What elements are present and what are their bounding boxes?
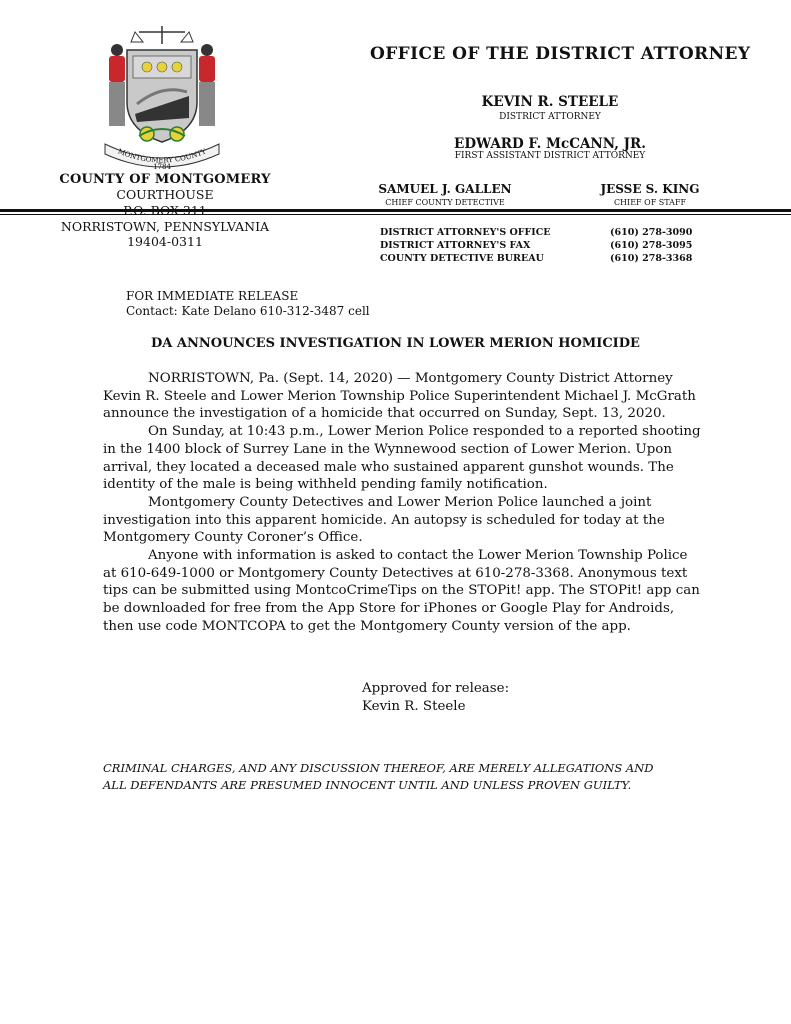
release-info [126, 289, 370, 319]
county-address-line: 19404-0311 [127, 234, 203, 249]
header-rule-thick [0, 209, 791, 212]
chief-of-staff-name: JESSE S. KING [600, 182, 700, 196]
headline: DA ANNOUNCES INVESTIGATION IN LOWER MERION HOMICIDE [151, 336, 640, 351]
contact-label: DISTRICT ATTORNEY'S OFFICE [380, 227, 551, 238]
body-paragraph: NORRISTOWN, Pa. (Sept. 14, 2020) — Montgomery County District Attorney Kevin R. Steele and Lower Merion Township Police Superintendent Michael J. McGrath announce the investigation of a homicide that occurred on Sunday, Sept. 13, 2020. [103, 371, 696, 422]
release-line: FOR IMMEDIATE RELEASE [126, 289, 299, 303]
approval-block [362, 680, 509, 715]
contact-phone: (610) 278-3095 [610, 240, 693, 251]
da-name: KEVIN R. STEELE [481, 94, 619, 110]
office-title: OFFICE OF THE DISTRICT ATTORNEY [370, 44, 751, 64]
county-address-line: NORRISTOWN, PENNSYLVANIA [60, 219, 270, 234]
contact-phone: (610) 278-3090 [610, 227, 693, 238]
header-rule-thin [0, 214, 791, 215]
approval-line: Approved for release: [362, 681, 510, 696]
county-seal-logo [97, 22, 227, 172]
disclaimer [103, 760, 723, 794]
county-address-line: COURTHOUSE [116, 187, 214, 202]
chief-detective-name: SAMUEL J. GALLEN [378, 182, 512, 196]
seal-year: 1784 [153, 163, 171, 171]
body-text [103, 370, 703, 636]
release-contact: Contact: Kate Delano 610-312-3487 cell [126, 304, 370, 318]
body-paragraph: Montgomery County Detectives and Lower Merion Police launched a joint investigation into this apparent homicide. An autopsy is scheduled for today at the Montgomery County Coroner’s Office. [103, 494, 665, 546]
chief-of-staff-title: CHIEF OF STAFF [613, 198, 687, 207]
body-paragraph: Anyone with information is asked to contact the Lower Merion Township Police at 610-649-1000 or Montgomery County Detectives at 610-278-3368. Anonymous text tips can be submitted using MontcoCrimeTips on the STOPit! app. The STOPit! app can be downloaded for free from the App Store for iPhones or Google Play for Androids, then use code MONTCOPA to get the Montgomery County version of the app. [103, 548, 700, 634]
approval-signer: Kevin R. Steele [362, 698, 466, 714]
contact-phone: (610) 278-3368 [610, 253, 693, 264]
contact-label: DISTRICT ATTORNEY'S FAX [380, 240, 531, 251]
first-assistant-title: FIRST ASSISTANT DISTRICT ATTORNEY [454, 151, 646, 161]
body-paragraph: On Sunday, at 10:43 p.m., Lower Merion Police responded to a reported shooting in the 1400 block of Surrey Lane in the Wynnewood section of Lower Merion. Upon arrival, they located a deceased male who sustained apparent gunshot wounds. The identity of the male is being withheld pending family notification. [103, 424, 701, 493]
contact-label: COUNTY DETECTIVE BUREAU [380, 253, 544, 264]
disclaimer-line: ALL DEFENDANTS ARE PRESUMED INNOCENT UNTIL AND UNLESS PROVEN GUILTY. [103, 778, 632, 792]
county-name: COUNTY OF MONTGOMERY [59, 172, 271, 187]
seal-ribbon-text: MONTGOMERY COUNTY [116, 147, 208, 165]
da-title: DISTRICT ATTORNEY [499, 112, 601, 122]
disclaimer-line: CRIMINAL CHARGES, AND ANY DISCUSSION THEREOF, ARE MERELY ALLEGATIONS AND [103, 761, 654, 775]
chief-detective-title: CHIEF COUNTY DETECTIVE [385, 198, 505, 207]
first-assistant-name: EDWARD F. McCANN, JR. [454, 136, 646, 152]
